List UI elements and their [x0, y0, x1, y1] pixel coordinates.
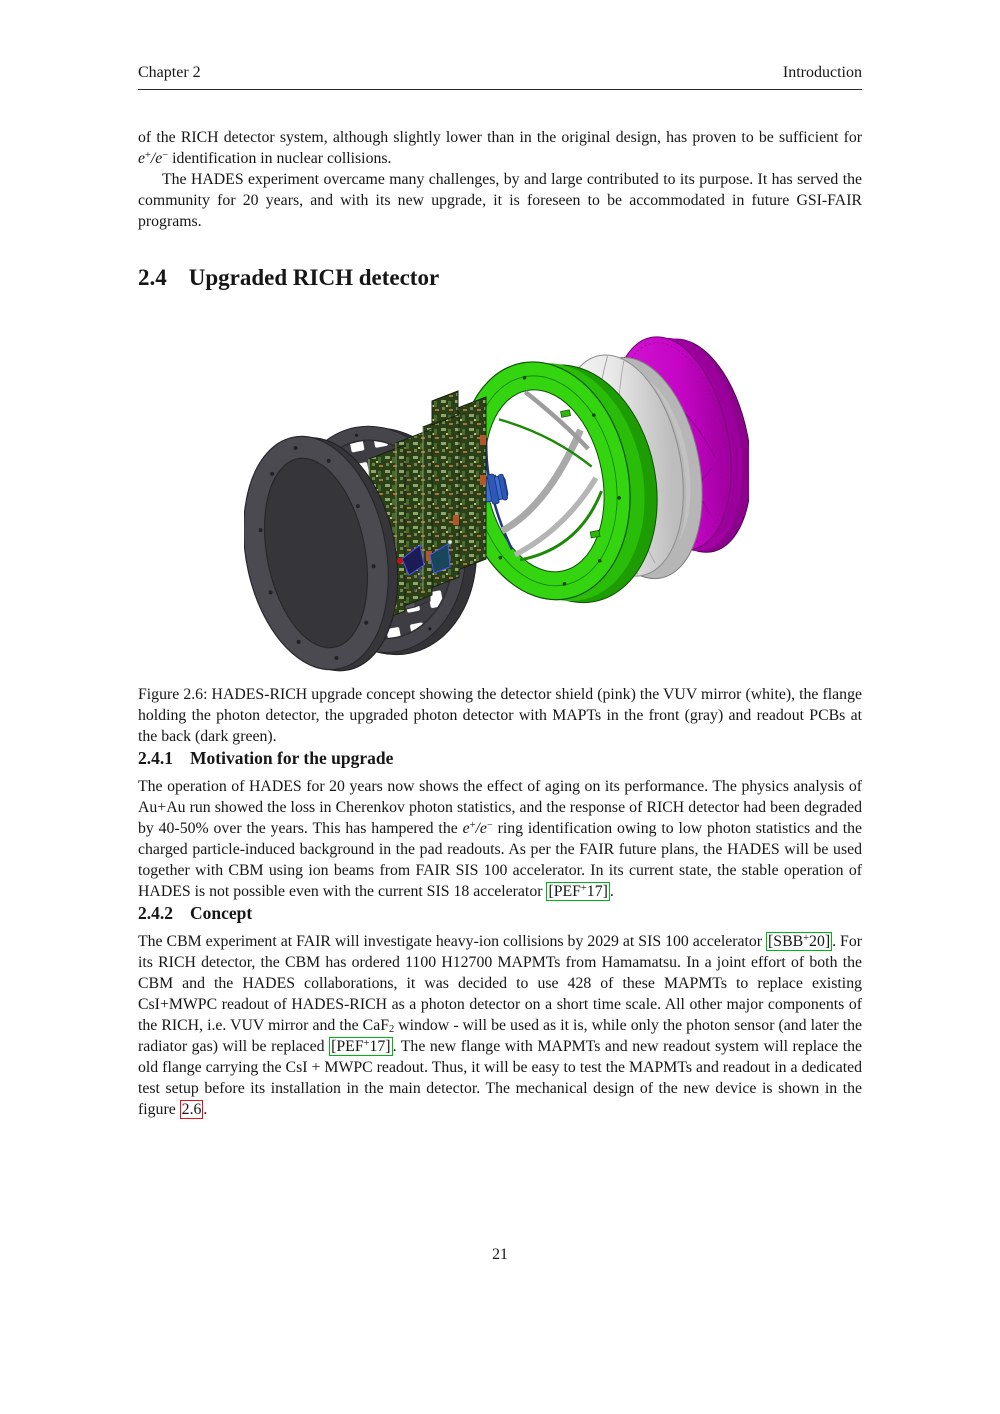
detector-exploded-view	[244, 315, 749, 675]
citation-link[interactable]: [PEF+17]	[548, 883, 608, 900]
subsection-heading-2-4-1	[138, 747, 862, 769]
subsection-title: Motivation for the upgrade	[190, 748, 394, 768]
section-heading-2-4	[138, 265, 862, 291]
subsection-number: 2.4.1	[138, 748, 173, 768]
figure-reference-link[interactable]: 2.6	[181, 1101, 202, 1118]
figure-2-6	[244, 315, 749, 675]
paragraph-motivation: The operation of HADES for 20 years now shows the effect of aging on its performance. The physics analysis of Au+Au run showed the loss in Cherenkov photon statistics, and the response of RICH detector had been degraded by 40-50% over the years. This has hampered the e+/e− ring identification owing to low photon statistics and the charged particle-induced background in the pad readouts. As per the FAIR future plans, the HADES will be used together with CBM using ion beams from FAIR SIS 100 accelerator. In its current state, the stable operation of HADES is not possible even with the current SIS 18 accelerator [PEF+17] .	[138, 778, 862, 900]
paragraph-concept: The CBM experiment at FAIR will investigate heavy-ion collisions by 2029 at SIS 100 accelerator [SBB+20] . For its RICH detector, the CBM has ordered 1100 H12700 MAPMTs from Hamamatsu. In a joint effort of both the CBM and the HADES collaborations, it was decided to use 428 of these MAPMTs to replace existing CsI+MWPC readout of HADES-RICH as a photon detector on a short time scale. All other major components of the RICH, i.e. VUV mirror and the CaF2 window - will be used as it is, while only the photon sensor (and later the radiator gas) will be replaced [PEF+17] . The new flange with MAPMTs and new readout system will replace the old flange carrying the CsI + MWPC readout. Thus, it will be easy to test the MAPMTs and readout in a dedicated test setup before its installation in the main detector. The mechanical design of the new device is shown in the figure 2.6 .	[138, 933, 862, 1118]
citation-link[interactable]: [SBB+20]	[768, 933, 831, 950]
subsection-title: Concept	[190, 903, 253, 923]
running-header	[138, 64, 862, 90]
paragraph-intro-2: The HADES experiment overcame many challenges, by and large contributed to its purpose. It has served the community for 20 years, and with its new upgrade, it is foreseen to be accommodated in future GSI-FAIR programs.	[138, 171, 862, 230]
figure-caption: Figure 2.6: HADES-RICH upgrade concept showing the detector shield (pink) the VUV mirror (white), the flange holding the photon detector, the upgraded photon detector with MAPTs in the front (gray) and readout PCBs at the back (dark green).	[138, 686, 862, 745]
subsection-heading-2-4-2	[138, 902, 862, 924]
subsection-number: 2.4.2	[138, 903, 173, 923]
header-section-title: Introduction	[782, 64, 862, 81]
citation-link[interactable]: [PEF+17]	[331, 1038, 391, 1055]
section-number: 2.4	[138, 265, 167, 290]
page-number: 21	[492, 1246, 508, 1263]
page-content	[138, 64, 862, 1120]
section-title: Upgraded RICH detector	[188, 265, 440, 290]
axis-label: y|z	[413, 584, 424, 593]
header-chapter: Chapter 2	[138, 64, 201, 81]
paragraph-intro-1: of the RICH detector system, although slightly lower than in the original design, has proven to be sufficient for e+/e− identification in nuclear collisions.	[138, 129, 862, 167]
